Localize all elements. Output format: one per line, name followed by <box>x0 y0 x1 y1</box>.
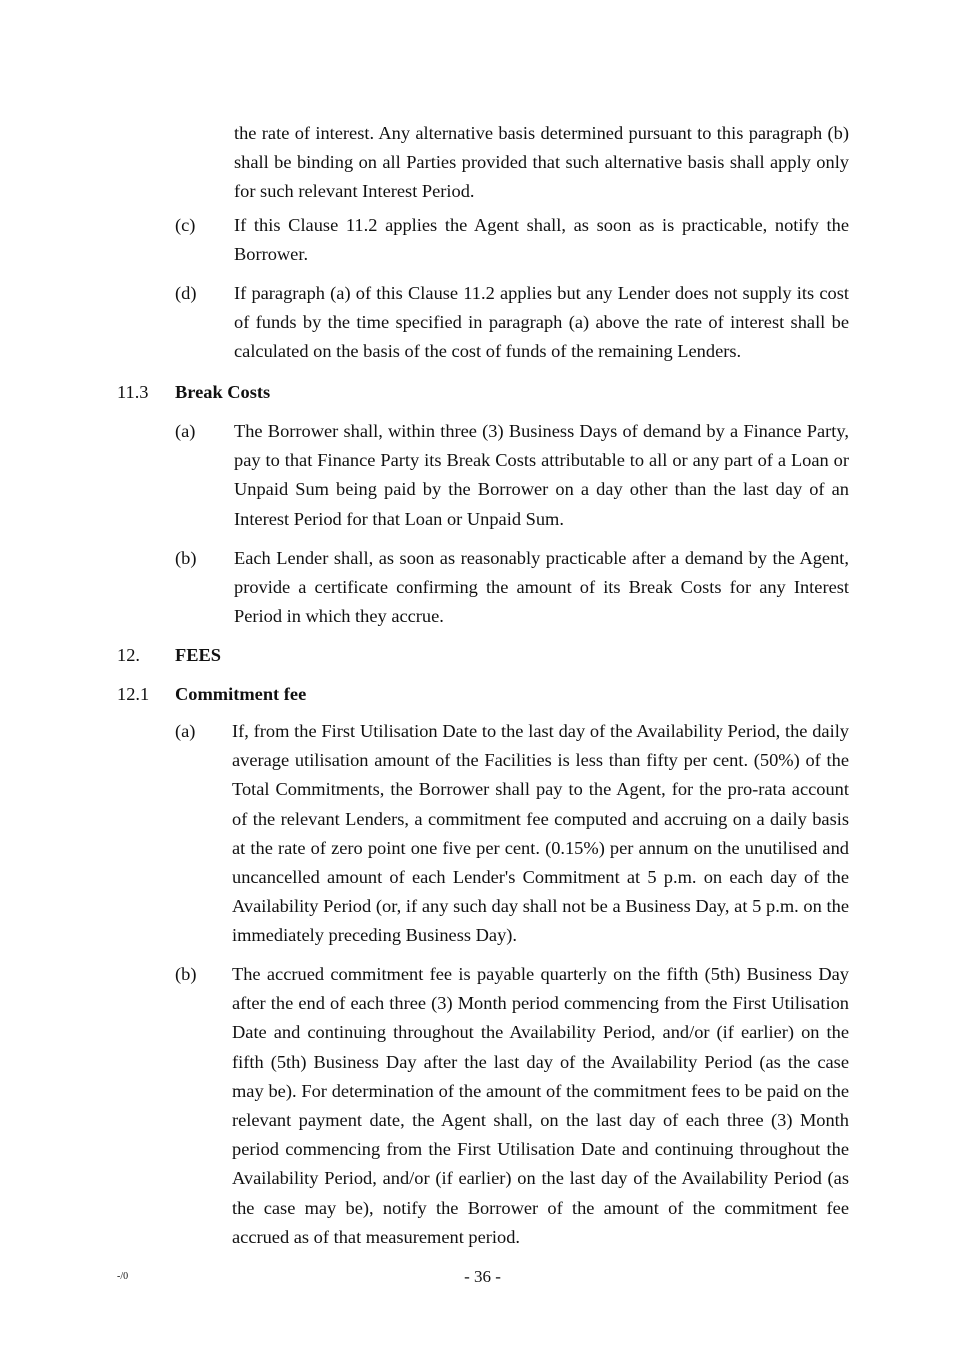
clause-12-1-number: 12.1 <box>117 684 150 704</box>
clause-11-3-a-label: (a) <box>175 421 196 441</box>
page-number: - 36 - <box>464 1267 501 1286</box>
clause-12-1-b-label: (b) <box>175 964 197 984</box>
clause-11-2-d-text: If paragraph (a) of this Clause 11.2 applies but any Lender does not supply its cost of funds by the time specified in paragraph (a) above the rate of interest shall be calculated on the basis of the cost of funds of the remaining Lenders. <box>234 283 849 362</box>
continuation-paragraph: the rate of interest. Any alternative basis determined pursuant to this paragraph (b) shall be binding on all Parties provided that such alternative basis shall apply only for such relevant Interest Period. <box>234 123 849 202</box>
clause-11-3-b-label: (b) <box>175 548 197 568</box>
footer-document-reference: -/0 <box>117 1271 129 1282</box>
clause-11-3-heading: Break Costs <box>175 382 271 402</box>
clause-11-2-c-label: (c) <box>175 215 196 235</box>
clause-12-1-a-text: If, from the First Utilisation Date to the last day of the Availability Period, the daily average utilisation amount of the Facilities is less than fifty per cent. (50%) of the Total Commitments, the Borrower shall pay to the Agent, for the pro-rata account of the relevant Lenders, a commitment fee computed and accruing on a daily basis at the rate of zero point one five per cent. (0.15%) per annum on the unutilised and uncancelled amount of each Lender's Commitment at 5 p.m. on each day of the Availability Period (or, if any such day shall not be a Business Day, at 5 p.m. on the immediately preceding Business Day). <box>232 721 849 946</box>
clause-11-3-b-text: Each Lender shall, as soon as reasonably practicable after a demand by the Agent, provide a certificate confirming the amount of its Break Costs for any Interest Period in which they accrue. <box>234 548 849 627</box>
clause-11-3-number: 11.3 <box>117 382 149 402</box>
clause-12-heading: FEES <box>175 645 221 665</box>
clause-12-1-a-label: (a) <box>175 721 196 741</box>
clause-12-1-b-text: The accrued commitment fee is payable quarterly on the fifth (5th) Business Day after the end of each three (3) Month period commencing from the First Utilisation Date and continuing throughout the Availability Period, and/or (if earlier) on the fifth (5th) Business Day after the last day of the Availability Period (as the case may be). For determination of the amount of the commitment fees to be paid on the relevant payment date, the Agent shall, on the last day of each three (3) Month period commencing from the First Utilisation Date and continuing throughout the Availability Period, and/or (if earlier) on the last day of the Availability Period (as the case may be), notify the Borrower of the amount of the commitment fee accrued as of that measurement period. <box>232 964 849 1247</box>
clause-11-2-d-label: (d) <box>175 283 197 303</box>
clause-12-1-heading: Commitment fee <box>175 684 307 704</box>
clause-11-2-c-text: If this Clause 11.2 applies the Agent shall, as soon as is practicable, notify the Borrower. <box>234 215 849 265</box>
clause-12-number: 12. <box>117 645 140 665</box>
clause-11-3-a-text: The Borrower shall, within three (3) Business Days of demand by a Finance Party, pay to that Finance Party its Break Costs attributable to all or any part of a Loan or Unpaid Sum being paid by the Borrower on a day other than the last day of an Interest Period for that Loan or Unpaid Sum. <box>234 421 849 529</box>
